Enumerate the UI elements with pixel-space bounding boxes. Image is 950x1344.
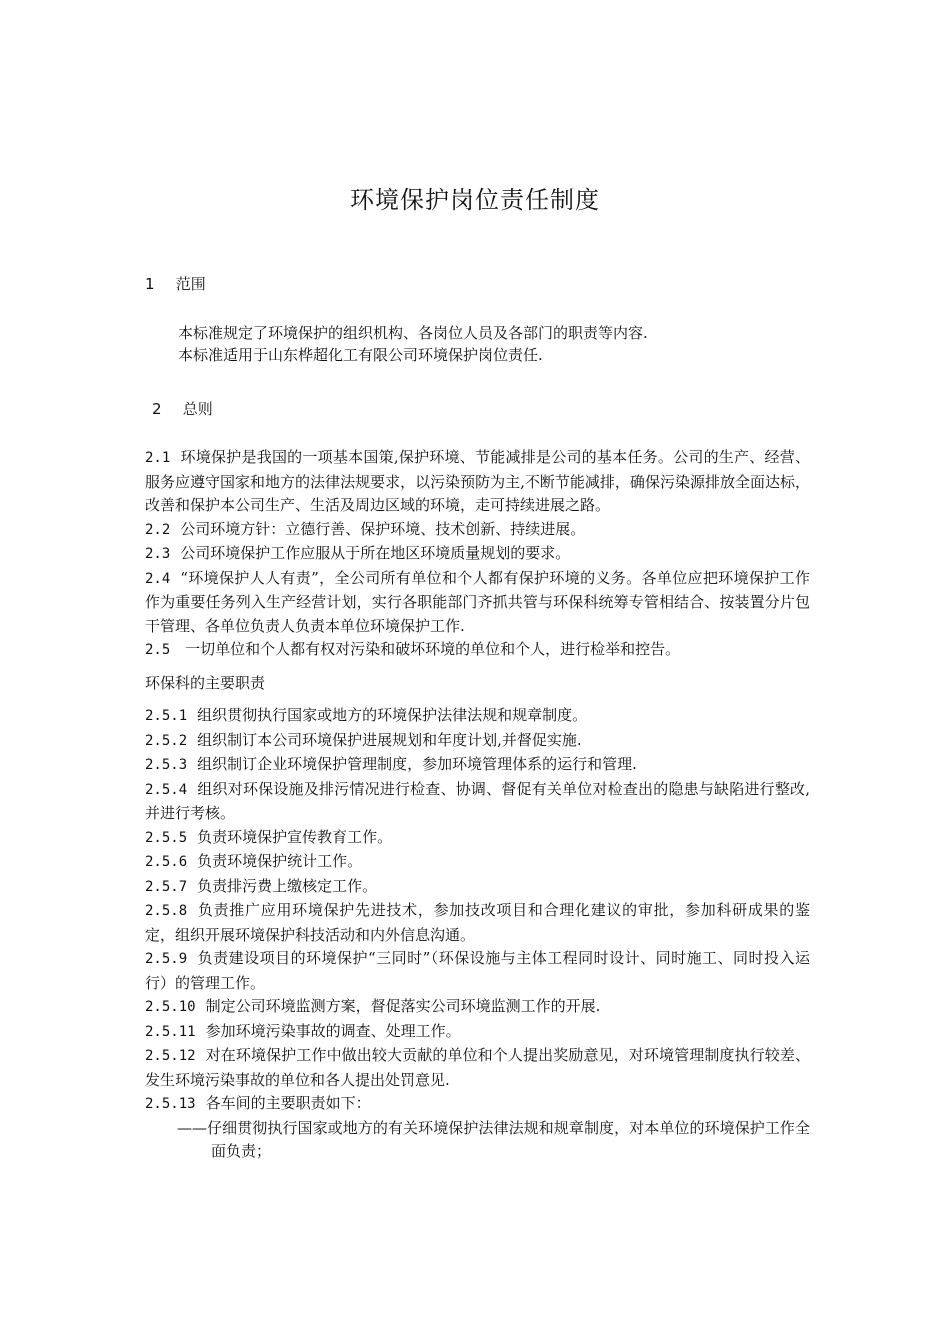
document-body bbox=[145, 446, 810, 1164]
clause-item: 2.1 环境保护是我国的一项基本国策,保护环境、节能减排是公司的基本任务。公司的生产、经营、服务应遵守国家和地方的法律法规要求，以污染预防为主,不断节能减排，确保污染源排放全面达标，改善和保护本公司生产、生活及周边区域的环境，走可持续进展之路。 bbox=[145, 448, 810, 514]
duty-item: 2.5.5 负责环境保护宣传教育工作。 bbox=[145, 827, 393, 846]
section-2-heading bbox=[152, 398, 213, 419]
scope-line: 本标准适用于山东桦超化工有限公司环境保护岗位责任. bbox=[178, 346, 543, 364]
duty-item: 2.5.13 各车间的主要职责如下： bbox=[145, 1094, 371, 1112]
page-title: 环境保护岗位责任制度 bbox=[350, 186, 600, 214]
duty-item: 2.5.9 负责建设项目的环境保护“三同时”（环保设施与主体工程同时设计、同时施工、同时投入运行）的管理工作。 bbox=[145, 949, 810, 992]
duty-item: 2.5.2 组织制订本公司环境保护进展规划和年度计划,并督促实施. bbox=[145, 730, 582, 749]
clause-item: 2.2 公司环境方针：立德行善、保护环境、技术创新、持续进展。 bbox=[145, 519, 586, 538]
workshop-duty-item: ——仔细贯彻执行国家或地方的有关环境保护法律法规和规章制度，对本单位的环境保护工作全面负责； bbox=[177, 1118, 810, 1160]
section-1-title: 范围 bbox=[175, 275, 206, 293]
duty-item: 2.5.4 组织对环保设施及排污情况进行检查、协调、督促有关单位对检查出的隐患与缺陷进行整改,并进行考核。 bbox=[145, 779, 810, 822]
duty-item: 2.5.1 组织贯彻执行国家或地方的环境保护法律法规和规章制度。 bbox=[145, 706, 588, 724]
section-1-heading bbox=[145, 273, 206, 294]
duty-item: 2.5.7 负责排污费上缴核定工作。 bbox=[145, 876, 378, 895]
clause-item: 2.3 公司环境保护工作应服从于所在地区环境质量规划的要求。 bbox=[145, 544, 571, 562]
scope-line: 本标准规定了环境保护的组织机构、各岗位人员及各部门的职责等内容. bbox=[178, 324, 648, 342]
scope-paragraphs bbox=[178, 322, 818, 366]
duty-item: 2.5.8 负责推广应用环境保护先进技术，参加技改项目和合理化建议的审批，参加科研成果的鉴定，组织开展环境保护科技活动和内外信息沟通。 bbox=[145, 901, 810, 944]
duty-item: 2.5.12 对在环境保护工作中做出较大贡献的单位和个人提出奖励意见，对环境管理制度执行较差、发生环境污染事故的单位和各人提出处罚意见. bbox=[145, 1046, 810, 1089]
subsection-heading: 环保科的主要职责 bbox=[145, 673, 266, 692]
duty-item: 2.5.10 制定公司环境监测方案，督促落实公司环境监测工作的开展. bbox=[145, 997, 601, 1015]
duty-item: 2.5.11 参加环境污染事故的调查、处理工作。 bbox=[145, 1021, 461, 1040]
clause-item: 2.4 “环境保护人人有责”，全公司所有单位和个人都有保护环境的义务。各单位应把环境保护工作作为重要任务列入生产经营计划，实行各职能部门齐抓共管与环保科统筹专管相结合、按装置分片包干管理、各单位负责人负责本单位环境保护工作. bbox=[145, 568, 810, 635]
section-1-number: 1 bbox=[145, 275, 155, 293]
section-2-title: 总则 bbox=[182, 400, 213, 418]
clause-item: 2.5 一切单位和个人都有权对污染和破坏环境的单位和个人，进行检举和控告。 bbox=[145, 640, 681, 658]
duty-item: 2.5.3 组织制订企业环境保护管理制度，参加环境管理体系的运行和管理. bbox=[145, 755, 637, 773]
duty-item: 2.5.6 负责环境保护统计工作。 bbox=[145, 852, 363, 870]
section-2-number: 2 bbox=[152, 400, 162, 418]
